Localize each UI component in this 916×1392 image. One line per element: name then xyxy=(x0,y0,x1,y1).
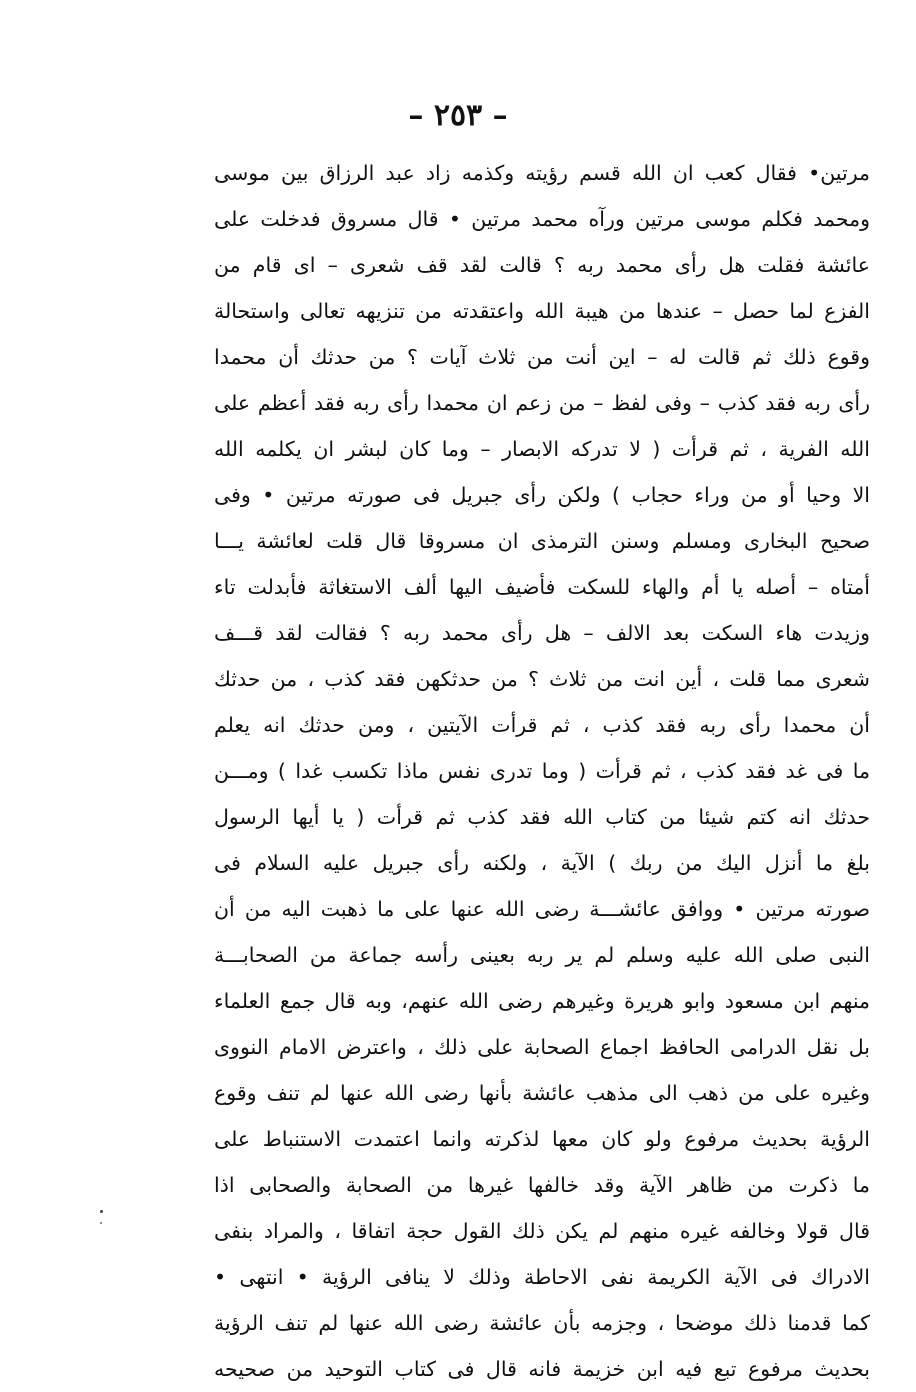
margin-speck xyxy=(100,1222,102,1224)
page-number: – ٢٥٣ – xyxy=(408,98,508,133)
text-line: الله الفرية ، ثم قرأت ( لا تدركه الابصار – وما كان لبشر ان يكلمه الله xyxy=(214,437,870,461)
text-line: صورته مرتين • ووافق عائشـــة رضى الله عنها على ما ذهبت اليه من أن xyxy=(214,897,870,921)
text-line: منهم ابن مسعود وابو هريرة وغيرهم رضى الله عنهم، وبه قال جمع العلماء xyxy=(214,989,870,1013)
text-line: عائشة فقلت هل رأى محمد ربه ؟ قالت لقد قف شعرى – اى قام من xyxy=(214,253,870,277)
text-line: شعرى مما قلت ، أين انت من ثلاث ؟ من حدثكهن فقد كذب ، من حدثك xyxy=(214,667,870,691)
text-line: قال قولا وخالفه غيره منهم لم يكن ذلك القول حجة اتفاقا ، والمراد بنفى xyxy=(214,1219,870,1243)
text-line: أمتاه – أصله يا أم والهاء للسكت فأضيف اليها ألف الاستغاثة فأبدلت تاء xyxy=(214,575,870,599)
text-line: وقوع ذلك ثم قالت له – اين أنت من ثلاث آيات ؟ من حدثك أن محمدا xyxy=(214,345,870,369)
text-line: كما قدمنا ذلك موضحا ، وجزمه بأن عائشة رضى الله عنها لم تنف الرؤية xyxy=(214,1311,870,1335)
text-line: وزيدت هاء السكت بعد الالف – هل رأى محمد ربه ؟ فقالت لقد قـــف xyxy=(214,621,870,645)
body-text xyxy=(214,150,870,1392)
text-line: بحديث مرفوع تبع فيه ابن خزيمة فانه قال فى كتاب التوحيد من صحيحه xyxy=(214,1357,870,1381)
text-line: بلغ ما أنزل اليك من ربك ) الآية ، ولكنه رأى جبريل عليه السلام فى xyxy=(214,851,870,875)
text-line: مرتين• فقال كعب ان الله قسم رؤيته وكذمه زاد عبد الرزاق بين موسى xyxy=(214,161,870,185)
text-line: ومحمد فكلم موسى مرتين ورآه محمد مرتين • قال مسروق فدخلت على xyxy=(214,207,870,231)
text-line: صحيح البخارى ومسلم وسنن الترمذى ان مسروقا قال قلت لعائشة يـــا xyxy=(214,529,870,553)
text-line: رأى ربه فقد كذب – وفى لفظ – من زعم ان محمدا رأى ربه فقد أعظم على xyxy=(214,391,870,415)
text-line: النبى صلى الله عليه وسلم لم ير ربه بعينى رأسه جماعة من الصحابـــة xyxy=(214,943,870,967)
text-line: الا وحيا أو من وراء حجاب ) ولكن رأى جبريل فى صورته مرتين • وفى xyxy=(214,483,870,507)
text-line: الرؤية بحديث مرفوع ولو كان معها لذكرته وانما اعتمدت الاستنباط على xyxy=(214,1127,870,1151)
margin-speck xyxy=(100,1210,103,1213)
text-line: وغيره على من ذهب الى مذهب عائشة بأنها رضى الله عنها لم تنف وقوع xyxy=(214,1081,870,1105)
text-line: بل نقل الدرامى الحافظ اجماع الصحابة على ذلك ، واعترض الامام النووى xyxy=(214,1035,870,1059)
text-line: حدثك انه كتم شيئا من كتاب الله فقد كذب ثم قرأت ( يا أيها الرسول xyxy=(214,805,870,829)
text-line: الفزع لما حصل – عندها من هيبة الله واعتقدته من تنزيهه تعالى واستحالة xyxy=(214,299,870,323)
text-line: ما ذكرت من ظاهر الآية وقد خالفها غيرها من الصحابة والصحابى اذا xyxy=(214,1173,870,1197)
text-line: أن محمدا رأى ربه فقد كذب ، ثم قرأت الآيتين ، ومن حدثك انه يعلم xyxy=(214,713,870,737)
text-line: الادراك فى الآية الكريمة نفى الاحاطة وذلك لا ينافى الرؤية • انتهى • xyxy=(214,1265,870,1289)
text-line: ما فى غد فقد كذب ، ثم قرأت ( وما تدرى نفس ماذا تكسب غدا ) ومـــن xyxy=(214,759,870,783)
